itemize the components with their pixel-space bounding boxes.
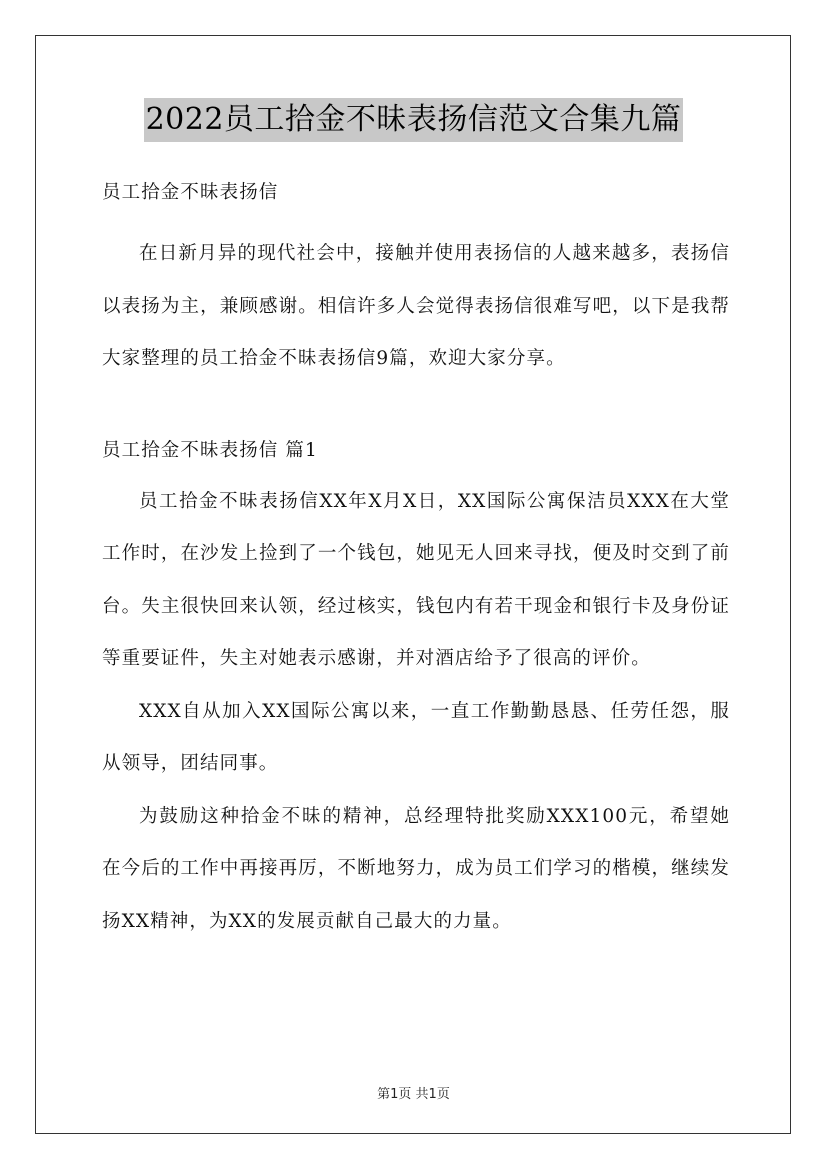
- article-1-body: [102, 476, 730, 949]
- document-title: 2022员工拾金不昧表扬信范文合集九篇: [144, 98, 684, 142]
- section-heading-article-1: 员工拾金不昧表扬信 篇1: [102, 439, 318, 461]
- title-wrap: [0, 98, 827, 142]
- page-footer: 第1页 共1页: [377, 1087, 450, 1102]
- body-paragraph: 为鼓励这种拾金不昧的精神，总经理特批奖励XXX100元，希望她在今后的工作中再接再厉，不断地努力，成为员工们学习的楷模，继续发扬XX精神，为XX的发展贡献自己最大的力量。: [102, 805, 730, 932]
- body-paragraph: XXX自从加入XX国际公寓以来，一直工作勤勤恳恳、任劳任怨，服从领导，团结同事。: [102, 700, 730, 774]
- document-body: [102, 172, 730, 948]
- section-heading-intro: 员工拾金不昧表扬信: [102, 182, 279, 203]
- body-paragraph: 员工拾金不昧表扬信XX年X月X日，XX国际公寓保洁员XXX在大堂工作时，在沙发上捡到了一个钱包，她见无人回来寻找，便及时交到了前台。失主很快回来认领，经过核实，钱包内有若干现金和银行卡及身份证等重要证件，失主对她表示感谢，并对酒店给予了很高的评价。: [102, 490, 730, 669]
- intro-paragraph: 在日新月异的现代社会中，接触并使用表扬信的人越来越多，表扬信以表扬为主，兼顾感谢。相信许多人会觉得表扬信很难写吧，以下是我帮大家整理的员工拾金不昧表扬信9篇，欢迎大家分享。: [102, 243, 730, 369]
